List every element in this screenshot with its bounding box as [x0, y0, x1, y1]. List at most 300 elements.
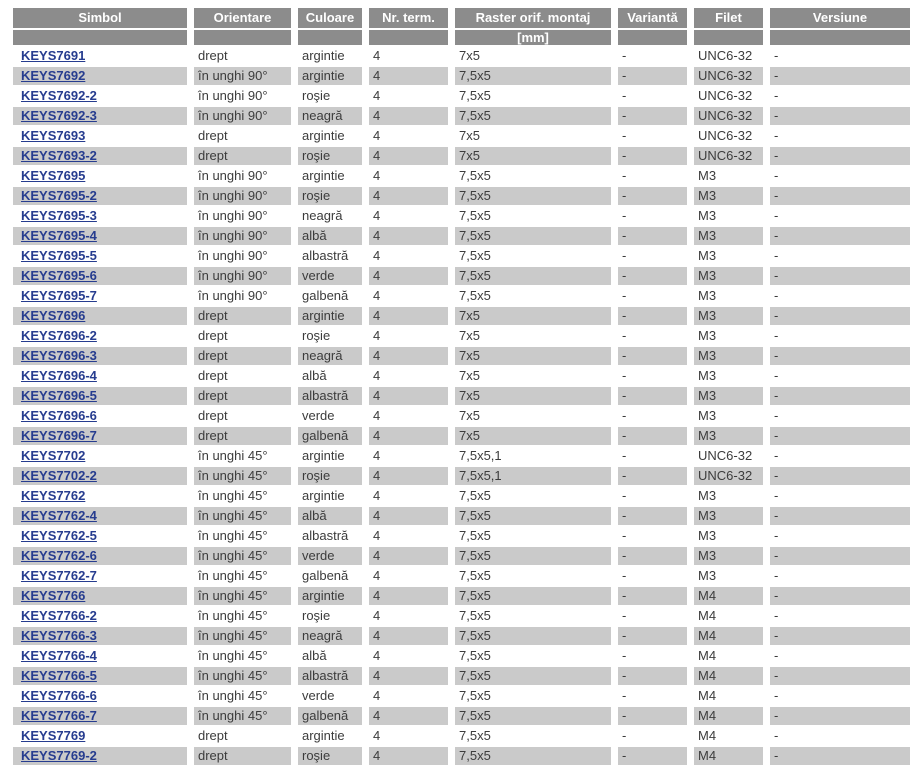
column-header-versiune: Versiune: [770, 8, 910, 30]
cell-nr-term: 4: [369, 547, 455, 567]
cell-orientare: drept: [194, 307, 298, 327]
table-row: [13, 227, 910, 247]
column-subheader-filet: [694, 30, 770, 47]
part-number-link[interactable]: KEYS7692: [21, 68, 86, 83]
cell-versiune: -: [770, 67, 910, 87]
table-row: [13, 467, 910, 487]
cell-orientare: în unghi 45°: [194, 607, 298, 627]
table-row: [13, 387, 910, 407]
cell-simbol: [13, 447, 194, 467]
table-row: [13, 427, 910, 447]
cell-varianta: -: [618, 407, 694, 427]
cell-simbol: [13, 107, 194, 127]
cell-versiune: -: [770, 167, 910, 187]
cell-simbol: [13, 707, 194, 727]
table-row: [13, 507, 910, 527]
cell-raster: 7x5: [455, 47, 618, 67]
cell-simbol: [13, 267, 194, 287]
cell-raster: 7,5x5: [455, 567, 618, 587]
column-header-simbol: Simbol: [13, 8, 194, 30]
cell-culoare: albastră: [298, 247, 369, 267]
cell-orientare: în unghi 90°: [194, 247, 298, 267]
cell-simbol: [13, 647, 194, 667]
cell-versiune: -: [770, 207, 910, 227]
cell-filet: M4: [694, 647, 770, 667]
cell-versiune: -: [770, 707, 910, 727]
table-row: [13, 727, 910, 747]
cell-varianta: -: [618, 87, 694, 107]
column-subheader-orientare: [194, 30, 298, 47]
cell-culoare: argintie: [298, 307, 369, 327]
cell-raster: 7x5: [455, 127, 618, 147]
cell-orientare: drept: [194, 127, 298, 147]
table-row: [13, 747, 910, 767]
cell-filet: M3: [694, 307, 770, 327]
cell-filet: M3: [694, 187, 770, 207]
cell-varianta: -: [618, 367, 694, 387]
cell-nr-term: 4: [369, 747, 455, 767]
cell-orientare: în unghi 45°: [194, 527, 298, 547]
cell-simbol: [13, 547, 194, 567]
cell-simbol: [13, 147, 194, 167]
cell-varianta: -: [618, 727, 694, 747]
cell-raster: 7,5x5: [455, 667, 618, 687]
cell-filet: M3: [694, 487, 770, 507]
cell-simbol: [13, 87, 194, 107]
cell-orientare: în unghi 90°: [194, 187, 298, 207]
cell-varianta: -: [618, 547, 694, 567]
column-header-varianta: Variantă: [618, 8, 694, 30]
cell-orientare: drept: [194, 407, 298, 427]
cell-simbol: [13, 747, 194, 767]
cell-simbol: [13, 67, 194, 87]
column-header-raster: Raster orif. montaj: [455, 8, 618, 30]
cell-varianta: -: [618, 447, 694, 467]
cell-nr-term: 4: [369, 487, 455, 507]
table-row: [13, 607, 910, 627]
part-number-link[interactable]: KEYS7762: [21, 488, 86, 503]
table-row: [13, 347, 910, 367]
column-subheader-varianta: [618, 30, 694, 47]
part-number-link[interactable]: KEYS7695-4: [21, 228, 97, 243]
cell-nr-term: 4: [369, 707, 455, 727]
cell-culoare: neagră: [298, 347, 369, 367]
cell-culoare: argintie: [298, 487, 369, 507]
cell-nr-term: 4: [369, 247, 455, 267]
cell-orientare: în unghi 45°: [194, 667, 298, 687]
part-number-link[interactable]: KEYS7692-3: [21, 108, 97, 123]
cell-varianta: -: [618, 507, 694, 527]
cell-culoare: roşie: [298, 147, 369, 167]
part-number-link[interactable]: KEYS7691: [21, 48, 86, 63]
cell-culoare: argintie: [298, 167, 369, 187]
cell-versiune: -: [770, 607, 910, 627]
cell-varianta: -: [618, 747, 694, 767]
cell-orientare: în unghi 45°: [194, 707, 298, 727]
column-header-filet: Filet: [694, 8, 770, 30]
column-subheader-culoare: [298, 30, 369, 47]
cell-raster: 7,5x5: [455, 187, 618, 207]
cell-raster: 7,5x5,1: [455, 447, 618, 467]
part-number-link[interactable]: KEYS7762-7: [21, 568, 97, 583]
cell-raster: 7,5x5: [455, 727, 618, 747]
cell-simbol: [13, 47, 194, 67]
cell-nr-term: 4: [369, 687, 455, 707]
parts-table: [13, 8, 910, 767]
table-row: [13, 287, 910, 307]
cell-versiune: -: [770, 567, 910, 587]
cell-orientare: în unghi 90°: [194, 167, 298, 187]
cell-culoare: galbenă: [298, 707, 369, 727]
cell-culoare: albastră: [298, 667, 369, 687]
cell-culoare: roşie: [298, 607, 369, 627]
part-number-link[interactable]: KEYS7769: [21, 728, 86, 743]
cell-filet: M3: [694, 427, 770, 447]
cell-filet: M3: [694, 347, 770, 367]
cell-versiune: -: [770, 227, 910, 247]
cell-simbol: [13, 587, 194, 607]
cell-orientare: în unghi 45°: [194, 567, 298, 587]
table-row: [13, 707, 910, 727]
cell-versiune: -: [770, 507, 910, 527]
cell-orientare: în unghi 90°: [194, 67, 298, 87]
cell-varianta: -: [618, 607, 694, 627]
cell-varianta: -: [618, 47, 694, 67]
part-number-link[interactable]: KEYS7762-5: [21, 528, 97, 543]
cell-raster: 7,5x5: [455, 267, 618, 287]
table-row: [13, 587, 910, 607]
table-row: [13, 327, 910, 347]
cell-versiune: -: [770, 687, 910, 707]
cell-raster: 7,5x5: [455, 627, 618, 647]
part-number-link[interactable]: KEYS7693: [21, 128, 86, 143]
cell-nr-term: 4: [369, 87, 455, 107]
cell-culoare: argintie: [298, 127, 369, 147]
cell-culoare: neagră: [298, 627, 369, 647]
table-row: [13, 527, 910, 547]
cell-raster: 7x5: [455, 387, 618, 407]
cell-nr-term: 4: [369, 327, 455, 347]
cell-versiune: -: [770, 487, 910, 507]
cell-raster: 7,5x5: [455, 607, 618, 627]
cell-versiune: -: [770, 87, 910, 107]
cell-versiune: -: [770, 367, 910, 387]
part-number-link[interactable]: KEYS7695-2: [21, 188, 97, 203]
cell-orientare: drept: [194, 367, 298, 387]
cell-varianta: -: [618, 587, 694, 607]
part-number-link[interactable]: KEYS7762-6: [21, 548, 97, 563]
cell-orientare: drept: [194, 147, 298, 167]
cell-nr-term: 4: [369, 467, 455, 487]
cell-culoare: roşie: [298, 747, 369, 767]
cell-nr-term: 4: [369, 607, 455, 627]
part-number-link[interactable]: KEYS7766-3: [21, 628, 97, 643]
cell-culoare: roşie: [298, 187, 369, 207]
part-number-link[interactable]: KEYS7696-2: [21, 328, 97, 343]
cell-raster: 7,5x5: [455, 287, 618, 307]
part-number-link[interactable]: KEYS7695: [21, 168, 86, 183]
cell-raster: 7x5: [455, 327, 618, 347]
part-number-link[interactable]: KEYS7696: [21, 308, 86, 323]
cell-simbol: [13, 287, 194, 307]
cell-varianta: -: [618, 107, 694, 127]
cell-varianta: -: [618, 347, 694, 367]
cell-culoare: roşie: [298, 327, 369, 347]
part-number-link[interactable]: KEYS7693-2: [21, 148, 97, 163]
cell-filet: M4: [694, 607, 770, 627]
part-number-link[interactable]: KEYS7695-6: [21, 268, 97, 283]
column-subheader-nr-term: [369, 30, 455, 47]
cell-simbol: [13, 607, 194, 627]
part-number-link[interactable]: KEYS7766-6: [21, 688, 97, 703]
table-row: [13, 147, 910, 167]
cell-varianta: -: [618, 267, 694, 287]
cell-nr-term: 4: [369, 167, 455, 187]
cell-orientare: în unghi 45°: [194, 447, 298, 467]
part-number-link[interactable]: KEYS7762-4: [21, 508, 97, 523]
cell-raster: 7x5: [455, 367, 618, 387]
cell-culoare: albastră: [298, 527, 369, 547]
cell-orientare: drept: [194, 427, 298, 447]
part-number-link[interactable]: KEYS7766-5: [21, 668, 97, 683]
cell-nr-term: 4: [369, 727, 455, 747]
column-subheader-raster-units: [mm]: [455, 30, 618, 47]
table-row: [13, 487, 910, 507]
part-number-link[interactable]: KEYS7769-2: [21, 748, 97, 763]
cell-orientare: drept: [194, 727, 298, 747]
table-row: [13, 447, 910, 467]
cell-culoare: verde: [298, 547, 369, 567]
cell-culoare: verde: [298, 407, 369, 427]
cell-varianta: -: [618, 247, 694, 267]
cell-culoare: roşie: [298, 467, 369, 487]
part-number-link[interactable]: KEYS7766: [21, 588, 86, 603]
cell-nr-term: 4: [369, 587, 455, 607]
cell-simbol: [13, 627, 194, 647]
part-number-link[interactable]: KEYS7696-6: [21, 408, 97, 423]
cell-simbol: [13, 207, 194, 227]
cell-varianta: -: [618, 467, 694, 487]
part-number-link[interactable]: KEYS7696-7: [21, 428, 97, 443]
table-row: [13, 87, 910, 107]
cell-simbol: [13, 667, 194, 687]
cell-orientare: în unghi 90°: [194, 87, 298, 107]
cell-varianta: -: [618, 187, 694, 207]
cell-raster: 7,5x5: [455, 687, 618, 707]
table-row: [13, 307, 910, 327]
cell-orientare: în unghi 45°: [194, 687, 298, 707]
part-number-link[interactable]: KEYS7695-3: [21, 208, 97, 223]
cell-raster: 7x5: [455, 407, 618, 427]
cell-versiune: -: [770, 627, 910, 647]
cell-simbol: [13, 187, 194, 207]
cell-filet: M3: [694, 567, 770, 587]
table-row: [13, 247, 910, 267]
cell-versiune: -: [770, 447, 910, 467]
part-number-link[interactable]: KEYS7702: [21, 448, 86, 463]
cell-culoare: argintie: [298, 47, 369, 67]
column-subheader-versiune: [770, 30, 910, 47]
cell-nr-term: 4: [369, 627, 455, 647]
cell-versiune: -: [770, 727, 910, 747]
cell-culoare: galbenă: [298, 427, 369, 447]
part-number-link[interactable]: KEYS7695-5: [21, 248, 97, 263]
cell-varianta: -: [618, 227, 694, 247]
cell-orientare: în unghi 45°: [194, 547, 298, 567]
cell-orientare: drept: [194, 47, 298, 67]
cell-culoare: roşie: [298, 87, 369, 107]
table-row: [13, 187, 910, 207]
part-number-link[interactable]: KEYS7766-7: [21, 708, 97, 723]
cell-filet: M4: [694, 747, 770, 767]
table-row: [13, 167, 910, 187]
cell-filet: UNC6-32: [694, 127, 770, 147]
cell-varianta: -: [618, 167, 694, 187]
cell-orientare: drept: [194, 347, 298, 367]
part-number-link[interactable]: KEYS7766-4: [21, 648, 97, 663]
cell-raster: 7,5x5: [455, 247, 618, 267]
cell-varianta: -: [618, 487, 694, 507]
cell-culoare: argintie: [298, 447, 369, 467]
cell-simbol: [13, 427, 194, 447]
part-number-link[interactable]: KEYS7696-3: [21, 348, 97, 363]
cell-simbol: [13, 727, 194, 747]
cell-orientare: drept: [194, 747, 298, 767]
cell-raster: 7x5: [455, 347, 618, 367]
cell-versiune: -: [770, 347, 910, 367]
cell-filet: M3: [694, 387, 770, 407]
cell-culoare: albă: [298, 227, 369, 247]
cell-raster: 7,5x5: [455, 227, 618, 247]
cell-orientare: în unghi 45°: [194, 467, 298, 487]
cell-filet: M4: [694, 587, 770, 607]
cell-varianta: -: [618, 307, 694, 327]
cell-filet: UNC6-32: [694, 467, 770, 487]
cell-raster: 7x5: [455, 147, 618, 167]
part-number-link[interactable]: KEYS7692-2: [21, 88, 97, 103]
cell-varianta: -: [618, 387, 694, 407]
cell-orientare: în unghi 90°: [194, 287, 298, 307]
cell-raster: 7,5x5: [455, 207, 618, 227]
cell-orientare: în unghi 45°: [194, 627, 298, 647]
cell-culoare: argintie: [298, 727, 369, 747]
cell-simbol: [13, 527, 194, 547]
cell-varianta: -: [618, 687, 694, 707]
cell-versiune: -: [770, 147, 910, 167]
cell-raster: 7,5x5: [455, 527, 618, 547]
cell-simbol: [13, 487, 194, 507]
cell-versiune: -: [770, 47, 910, 67]
column-subheader-simbol: [13, 30, 194, 47]
cell-culoare: albă: [298, 367, 369, 387]
cell-filet: UNC6-32: [694, 107, 770, 127]
part-number-link[interactable]: KEYS7695-7: [21, 288, 97, 303]
cell-raster: 7,5x5: [455, 647, 618, 667]
cell-filet: M4: [694, 627, 770, 647]
cell-filet: UNC6-32: [694, 47, 770, 67]
cell-simbol: [13, 387, 194, 407]
cell-raster: 7,5x5,1: [455, 467, 618, 487]
cell-orientare: drept: [194, 327, 298, 347]
cell-filet: UNC6-32: [694, 87, 770, 107]
cell-nr-term: 4: [369, 567, 455, 587]
cell-culoare: verde: [298, 687, 369, 707]
table-row: [13, 667, 910, 687]
cell-filet: UNC6-32: [694, 147, 770, 167]
cell-orientare: în unghi 90°: [194, 107, 298, 127]
cell-versiune: -: [770, 247, 910, 267]
cell-varianta: -: [618, 127, 694, 147]
table-row: [13, 407, 910, 427]
cell-filet: M3: [694, 507, 770, 527]
cell-simbol: [13, 367, 194, 387]
cell-culoare: neagră: [298, 107, 369, 127]
cell-filet: M3: [694, 247, 770, 267]
cell-versiune: -: [770, 747, 910, 767]
cell-nr-term: 4: [369, 147, 455, 167]
cell-nr-term: 4: [369, 527, 455, 547]
column-header-nr-term: Nr. term.: [369, 8, 455, 30]
cell-raster: 7,5x5: [455, 487, 618, 507]
cell-raster: 7,5x5: [455, 107, 618, 127]
table-row: [13, 567, 910, 587]
part-number-link[interactable]: KEYS7702-2: [21, 468, 97, 483]
cell-raster: 7,5x5: [455, 167, 618, 187]
cell-varianta: -: [618, 647, 694, 667]
table-row: [13, 127, 910, 147]
cell-varianta: -: [618, 147, 694, 167]
cell-filet: M3: [694, 267, 770, 287]
cell-raster: 7,5x5: [455, 87, 618, 107]
cell-nr-term: 4: [369, 307, 455, 327]
cell-filet: UNC6-32: [694, 447, 770, 467]
cell-simbol: [13, 347, 194, 367]
cell-varianta: -: [618, 567, 694, 587]
table-row: [13, 687, 910, 707]
cell-nr-term: 4: [369, 227, 455, 247]
header-row-units: [13, 30, 910, 47]
cell-nr-term: 4: [369, 447, 455, 467]
cell-versiune: -: [770, 267, 910, 287]
cell-culoare: verde: [298, 267, 369, 287]
part-number-link[interactable]: KEYS7766-2: [21, 608, 97, 623]
cell-raster: 7,5x5: [455, 507, 618, 527]
cell-nr-term: 4: [369, 107, 455, 127]
table-header: [13, 8, 910, 47]
cell-varianta: -: [618, 427, 694, 447]
cell-versiune: -: [770, 307, 910, 327]
cell-orientare: drept: [194, 387, 298, 407]
cell-culoare: albă: [298, 507, 369, 527]
cell-versiune: -: [770, 427, 910, 447]
cell-versiune: -: [770, 647, 910, 667]
cell-raster: 7,5x5: [455, 707, 618, 727]
cell-nr-term: 4: [369, 67, 455, 87]
cell-filet: M3: [694, 287, 770, 307]
cell-nr-term: 4: [369, 427, 455, 447]
column-header-orientare: Orientare: [194, 8, 298, 30]
cell-varianta: -: [618, 707, 694, 727]
cell-simbol: [13, 407, 194, 427]
table-row: [13, 207, 910, 227]
cell-nr-term: 4: [369, 47, 455, 67]
cell-varianta: -: [618, 627, 694, 647]
cell-nr-term: 4: [369, 207, 455, 227]
part-number-link[interactable]: KEYS7696-5: [21, 388, 97, 403]
part-number-link[interactable]: KEYS7696-4: [21, 368, 97, 383]
cell-versiune: -: [770, 527, 910, 547]
cell-simbol: [13, 247, 194, 267]
